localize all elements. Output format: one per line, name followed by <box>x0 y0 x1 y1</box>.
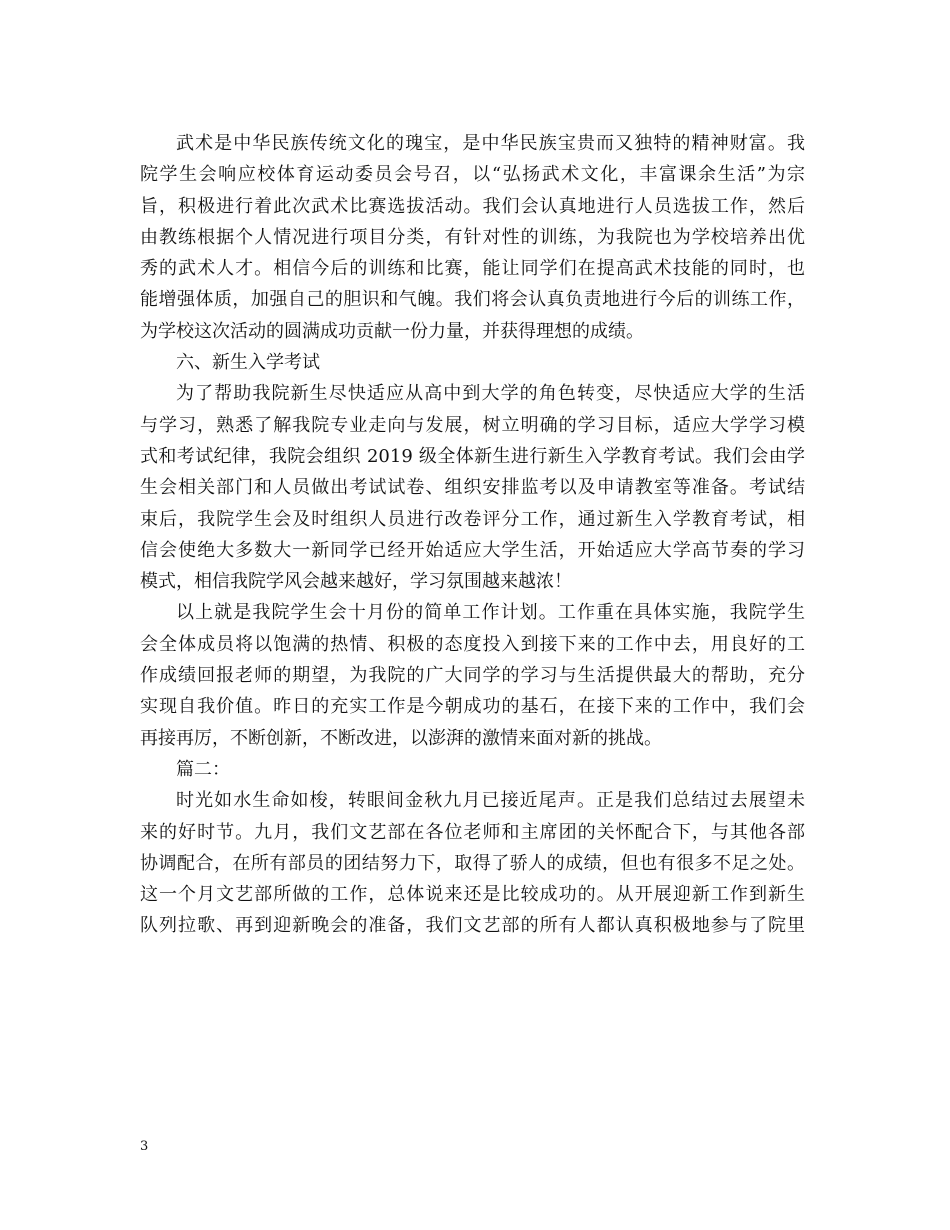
paragraph-line: 为学校这次活动的圆满成功贡献一份力量，并获得理想的成绩。 <box>140 320 644 342</box>
paragraph-line: 以上就是我院学生会十月份的简单工作计划。工作重在具体实施，我院学生 <box>176 602 805 624</box>
section-heading: 篇二： <box>176 758 230 780</box>
body-text <box>140 128 805 942</box>
paragraph-line: 时光如水生命如梭，转眼间金秋九月已接近尾声。正是我们总结过去展望未 <box>176 790 805 812</box>
paragraph-line: 为了帮助我院新生尽快适应从高中到大学的角色转变，尽快适应大学的生活 <box>176 383 805 405</box>
paragraph-line: 会全体成员将以饱满的热情、积极的态度投入到接下来的工作中去，用良好的工 <box>140 633 805 655</box>
paragraph-line: 式和考试纪律，我院会组织 2019 级全体新生进行新生入学教育考试。我们会由学 <box>140 445 805 467</box>
paragraph-line: 束后，我院学生会及时组织人员进行改卷评分工作，通过新生入学教育考试，相 <box>140 508 805 530</box>
paragraph-line: 武术是中华民族传统文化的瑰宝，是中华民族宝贵而又独特的精神财富。我 <box>176 133 805 154</box>
paragraph-line: 这一个月文艺部所做的工作，总体说来还是比较成功的。从开展迎新工作到新生 <box>140 884 805 906</box>
section-heading: 六、新生入学考试 <box>176 352 320 374</box>
paragraph-line: 作成绩回报老师的期望，为我院的广大同学的学习与生活提供最大的帮助，充分 <box>140 665 805 687</box>
paragraph-line: 信会使绝大多数大一新同学已经开始适应大学生活，开始适应大学高节奏的学习 <box>140 539 805 561</box>
paragraph-line: 旨，积极进行着此次武术比赛选拔活动。我们会认真地进行人员选拔工作，然后 <box>140 195 805 217</box>
paragraph-line: 再接再厉，不断创新，不断改进，以澎湃的激情来面对新的挑战。 <box>140 727 662 749</box>
paragraph-line: 能增强体质，加强自己的胆识和气魄。我们将会认真负责地进行今后的训练工作， <box>140 289 805 311</box>
paragraph-line: 生会相关部门和人员做出考试试卷、组织安排监考以及申请教室等准备。考试结 <box>140 477 805 499</box>
paragraph-line: 由教练根据个人情况进行项目分类，有针对性的训练，为我院也为学校培养出优 <box>140 226 805 248</box>
paragraph-line: 队列拉歌、再到迎新晚会的准备，我们文艺部的所有人都认真积极地参与了院里 <box>140 915 805 937</box>
paragraph-line: 与学习，熟悉了解我院专业走向与发展，树立明确的学习目标，适应大学学习模 <box>140 414 805 436</box>
paragraph-line: 协调配合，在所有部员的团结努力下，取得了骄人的成绩，但也有很多不足之处。 <box>140 852 805 874</box>
paragraph-line: 模式，相信我院学风会越来越好，学习氛围越来越浓！ <box>140 571 572 593</box>
paragraph-line: 实现自我价值。昨日的充实工作是今朝成功的基石，在接下来的工作中，我们会 <box>140 696 805 718</box>
paragraph-line: 秀的武术人才。相信今后的训练和比赛，能让同学们在提高武术技能的同时，也 <box>140 258 805 280</box>
page-number: 3 <box>140 1139 149 1154</box>
paragraph-line: 来的好时节。九月，我们文艺部在各位老师和主席团的关怀配合下，与其他各部 <box>140 821 805 843</box>
paragraph-line: 院学生会响应校体育运动委员会号召，以“弘扬武术文化，丰富课余生活”为宗 <box>140 164 805 186</box>
